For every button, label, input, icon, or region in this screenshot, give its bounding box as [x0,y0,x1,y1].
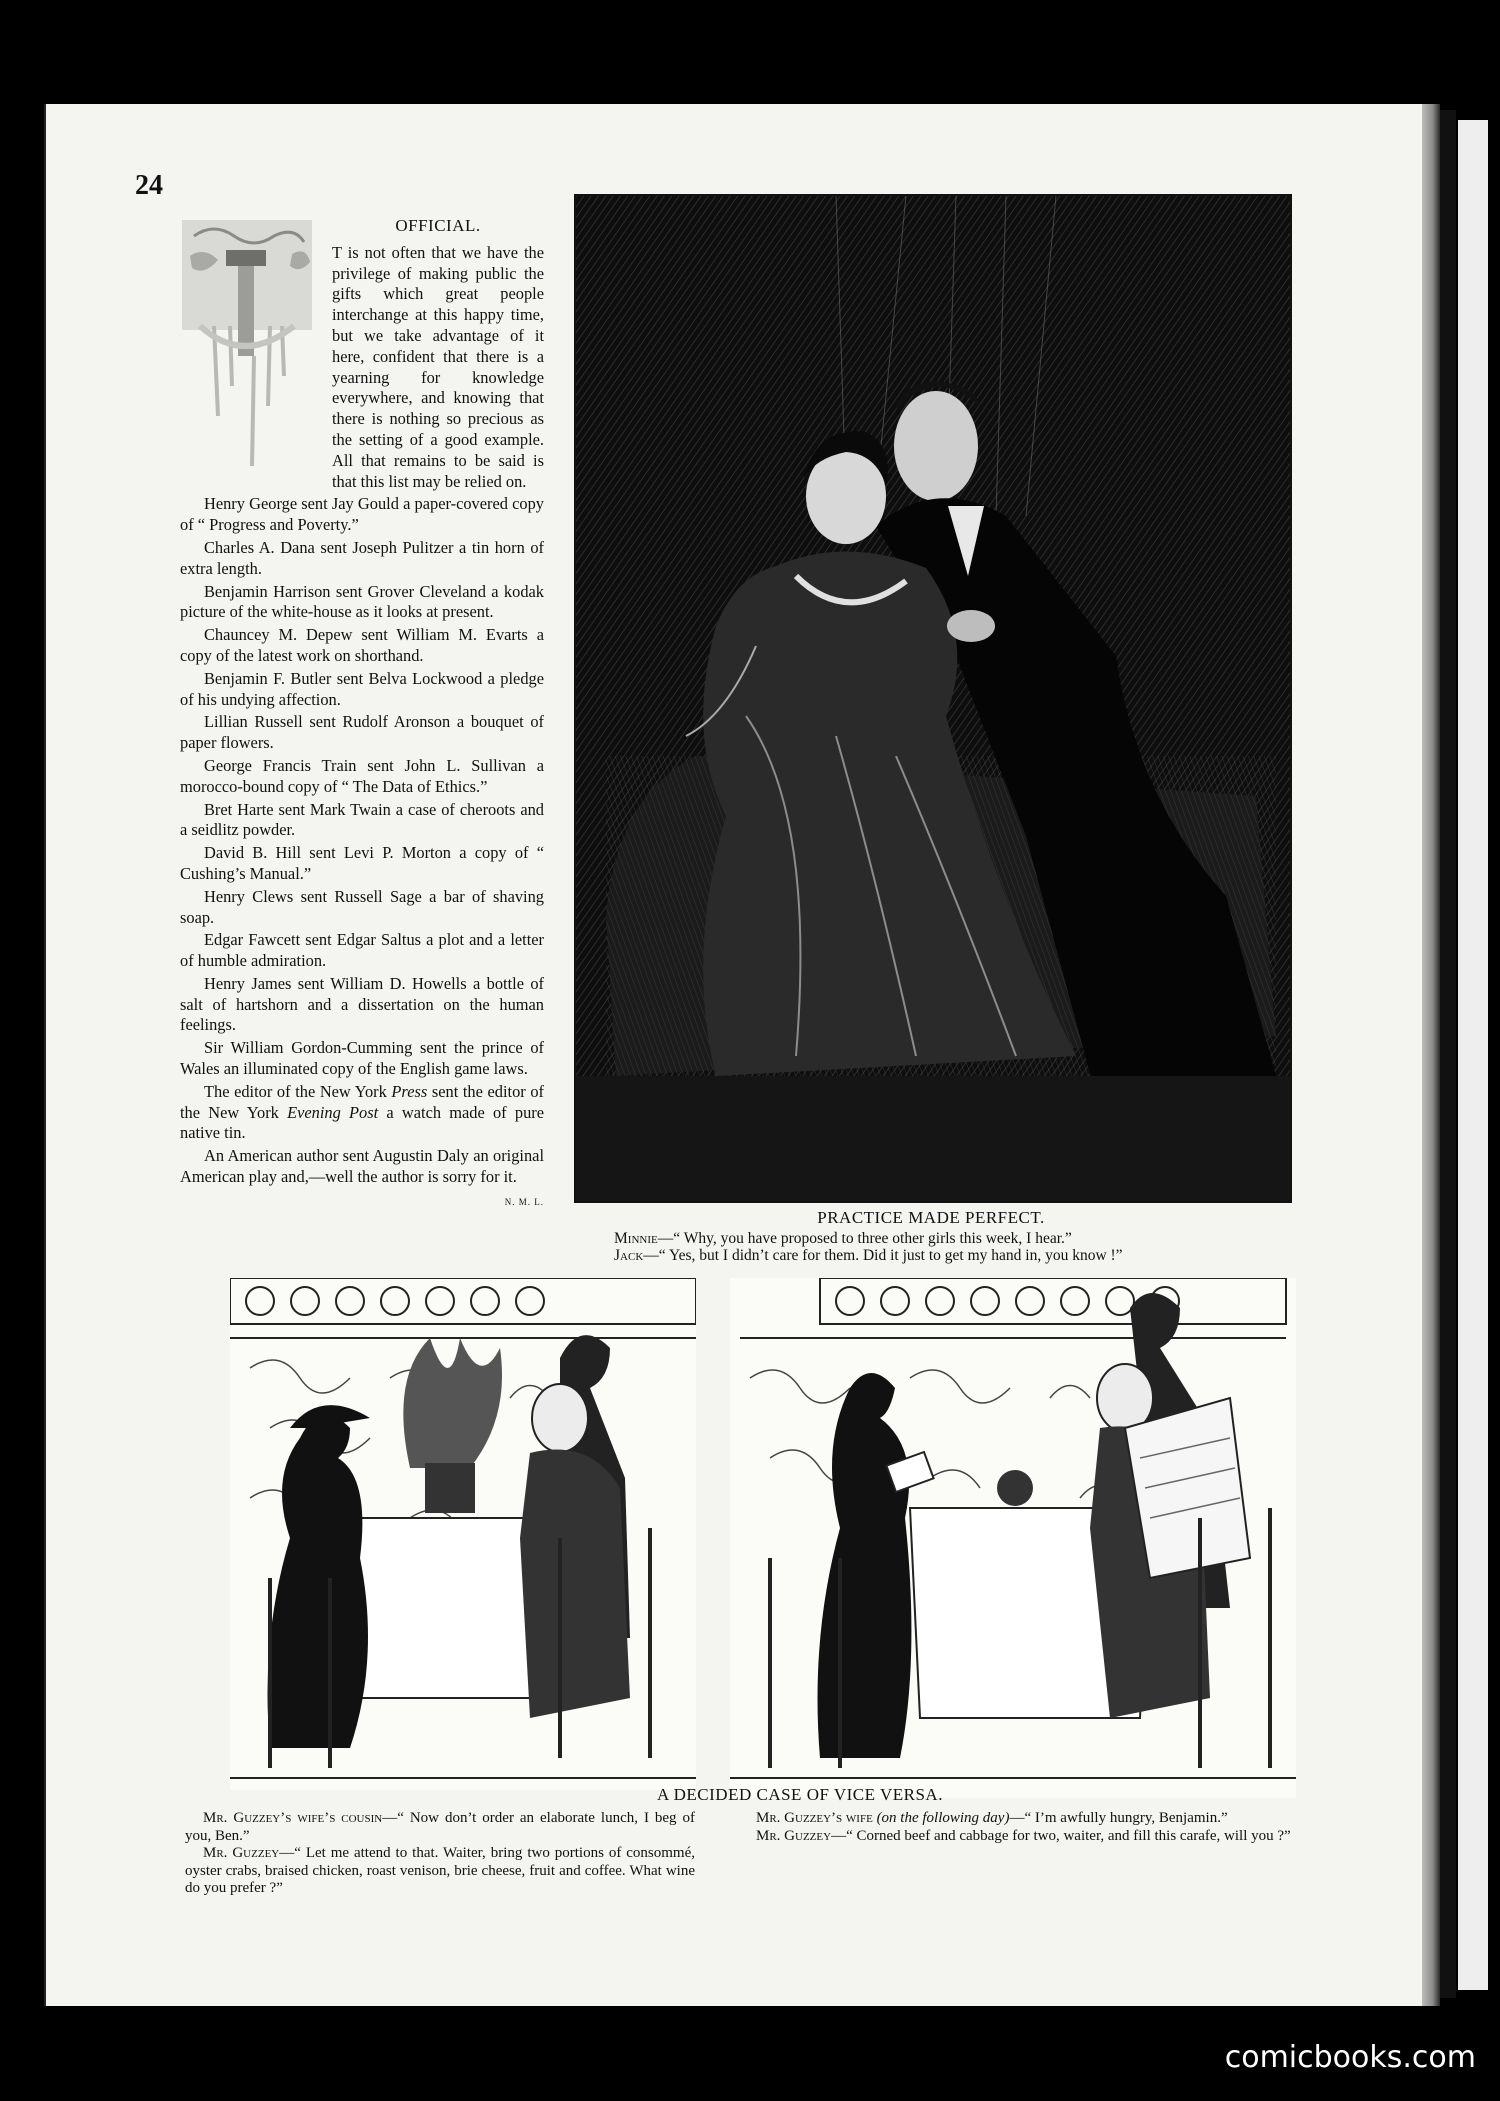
dialogue-text: —“ Let me attend to that. Waiter, bring two portions of consommé, oyster crabs, braised chicken, roast venison, brie cheese, fruit and coffee. What wine do you prefer ?” [185,1845,695,1897]
article-paragraph: David B. Hill sent Levi P. Morton a copy of “ Cushing’s Manual.” [180,843,544,883]
article-paragraph: Henry Clews sent Russell Sage a bar of shaving soap. [180,886,544,927]
main-caption-line [614,1230,1072,1248]
paper-name: Evening Post [287,1102,379,1122]
ornamental-dropcap [174,216,324,476]
article-paragraph: Bret Harte sent Mark Twain a case of cheroots and a seidlitz powder. [180,799,544,840]
page-number: 24 [135,170,163,201]
article-heading: OFFICIAL. [395,216,481,235]
article-paragraph: Sir William Gordon-Cumming sent the prince of Wales an illuminated copy of the English game laws. [180,1038,544,1079]
editor-text-mid: sent the editor of the New York [180,1081,544,1122]
article-paragraph: Benjamin F. Butler sent Belva Lockwood a pledge of his undying affection. [180,668,544,709]
article-paragraph-editor [180,1082,544,1144]
stage-direction: (on the following day) [876,1810,1010,1826]
editor-text-pre: The editor of the New York [204,1081,392,1101]
article-paragraph: Edgar Fawcett sent Edgar Saltus a plot and a letter of humble admiration. [180,930,544,971]
page-spine [1422,104,1440,2006]
article-paragraph: Charles A. Dana sent Joseph Pulitzer a tin horn of extra length. [180,537,544,578]
caption-paragraph [185,1810,695,1845]
article-official [180,216,544,1213]
caption-paragraph [738,1828,1312,1846]
bottom-caption-title: A DECIDED CASE OF VICE VERSA. [657,1785,943,1804]
restaurant-illustration-left [230,1278,696,1790]
bottom-caption-right [738,1810,1312,1845]
main-illustration [574,194,1292,1203]
speaker-name: Mr. Guzzey [203,1845,280,1862]
editor-text-post: a watch made of pure native tin. [180,1102,544,1143]
speaker-name: Minnie [614,1230,658,1247]
site-watermark: comicbooks.com [1224,2040,1476,2075]
article-paragraph: Henry George sent Jay Gould a paper-covered copy of “ Progress and Poverty.” [180,494,544,535]
article-paragraph [180,1146,544,1207]
caption-paragraph [738,1810,1312,1828]
next-page-edge [1458,120,1488,1990]
speaker-name: Mr. Guzzey’s wife’s cousin [203,1810,383,1826]
dialogue-text: —“ Corned beef and cabbage for two, waiter, and fill this carafe, will you ?” [831,1827,1291,1844]
dialogue-text: —“ Now don’t order an elaborate lunch, I beg of you, Ben.” [185,1810,695,1844]
main-caption-title: PRACTICE MADE PERFECT. [817,1208,1045,1227]
article-paragraph: Chauncey M. Depew sent William M. Evarts a copy of the latest work on shorthand. [180,625,544,665]
author-signature: N. M. L. [504,1196,544,1207]
speaker-name: Mr. Guzzey’s wife [756,1810,873,1826]
dialogue-text: —“ Yes, but I didn’t care for them. Did it just to get my hand in, you know !” [643,1247,1123,1264]
speaker-name: Mr. Guzzey [756,1827,832,1844]
bottom-caption-left [185,1810,695,1898]
paper-name: Press [391,1081,428,1101]
article-paragraph: Henry James sent William D. Howells a bottle of salt of hartshorn and a dissertation on the human feelings. [180,973,544,1035]
speaker-name: Jack [614,1247,644,1264]
restaurant-illustration-right [730,1278,1296,1798]
dialogue-text: —“ I’m awfully hungry, Benjamin.” [1009,1810,1228,1826]
article-paragraph: T is not often that we have the privilege of making public the gifts which great people interchange at this happy time, but we take advantage of it here, confident that there is a yearning for knowledge everywhere, and knowing that there is nothing so precious as the setting of a good example. All that remains to be said is that this list may be relied on. [332,242,544,491]
article-paragraph: Benjamin Harrison sent Grover Cleveland a kodak picture of the white-house as it looks at present. [180,581,544,622]
article-paragraph: Lillian Russell sent Rudolf Aronson a bouquet of paper flowers. [180,712,544,753]
caption-paragraph [185,1845,695,1898]
last-paragraph-text: An American author sent Augustin Daly an original American play and,—well the author is sorry for it. [180,1146,544,1187]
article-paragraph: George Francis Train sent John L. Sullivan a morocco-bound copy of “ The Data of Ethics.” [180,755,544,796]
dialogue-text: —“ Why, you have proposed to three other girls this week, I hear.” [657,1230,1072,1247]
binding-edge [1440,110,1456,1998]
main-caption-line [614,1247,1123,1265]
